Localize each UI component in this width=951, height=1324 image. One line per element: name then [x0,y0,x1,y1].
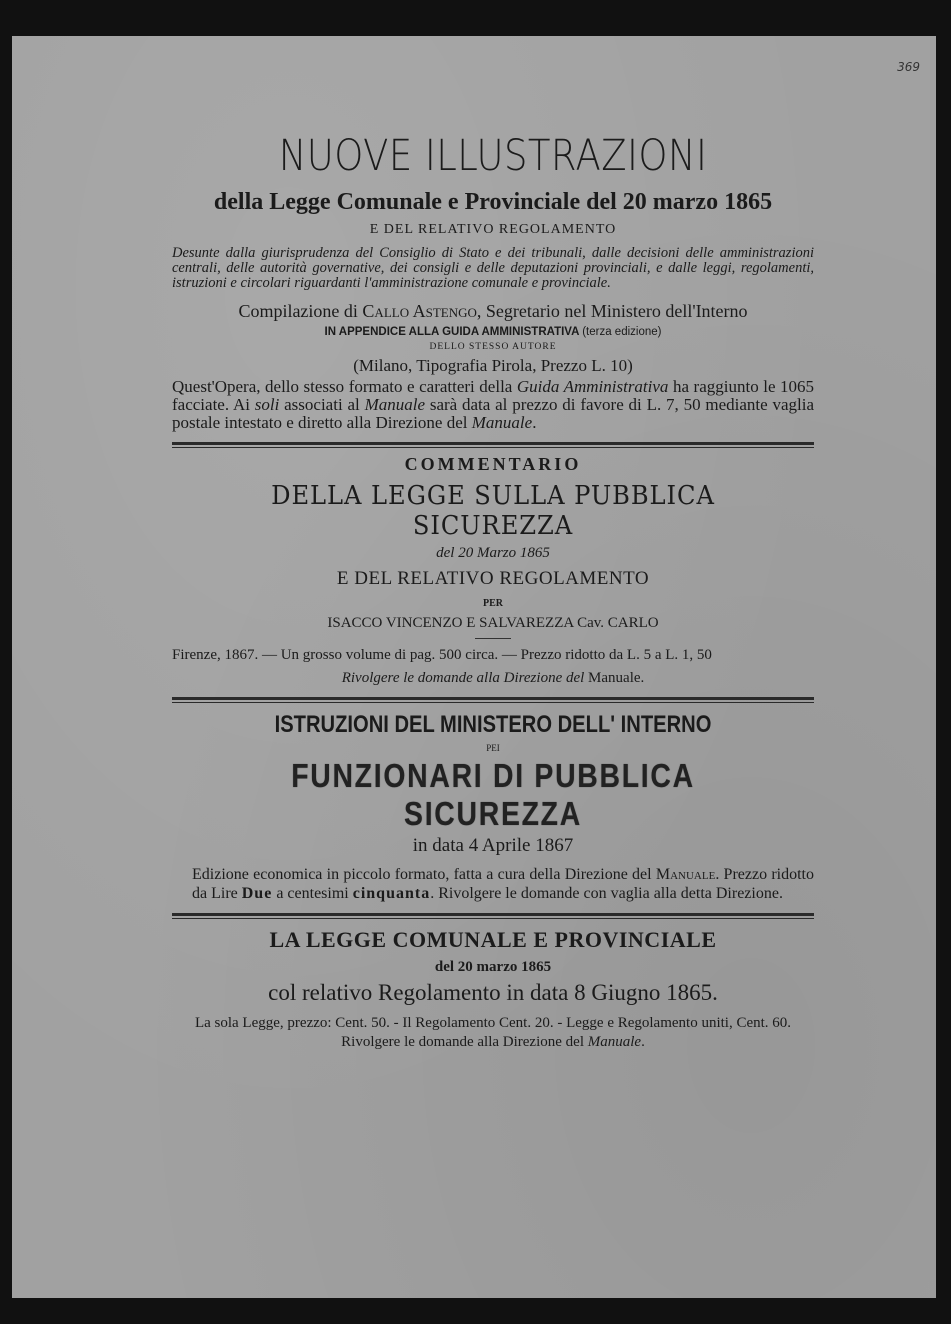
ad3-date: in data 4 Aprile 1867 [412,835,574,856]
ad3-title: FUNZIONARI DI PUBBLICA SICUREZZA [291,757,695,832]
scan-border-bottom [0,1298,951,1324]
divider-thin [172,702,814,703]
ad2-instruction [172,670,814,687]
ad1-publisher: (Milano, Tipografia Pirola, Prezzo L. 10) [353,356,633,375]
ad2-publication: Firenze, 1867. — Un grosso volume di pag. 500 circa. — Prezzo ridotto da L. 5 a L. 1, 50 [172,647,712,663]
ad1-appendix-text: IN APPENDICE ALLA GUIDA AMMINISTRATIVA [324,326,579,338]
divider [172,697,814,700]
ad2-date: del 20 Marzo 1865 [436,545,550,561]
ad4-body-end: . [641,1034,645,1050]
ad-legge-comunale [172,927,814,1052]
ad3-body-due: Due [241,885,273,902]
ad4-date: del 20 marzo 1865 [434,959,552,975]
ad3-pei: PEI [486,743,500,753]
ad4-body-a: La sola Legge, prezzo: Cent. 50. - Il Regolamento Cent. 20. - Legge e Regolamento uniti, Cent. 60. Rivolgere le domande alla Direzione del [194,1015,792,1050]
ad1-compilation-author: Callo Astengo [362,301,477,321]
ad1-same-author: DELLO STESSO AUTORE [429,342,557,352]
divider-thin [172,918,814,919]
ad1-title: NUOVE ILLUSTRAZIONI [278,131,708,181]
ad4-body [172,1014,814,1052]
ad4-subtitle: col relativo Regolamento in data 8 Giugno 1865. [268,980,718,1005]
ad1-body-manuale1: Manuale [364,395,426,414]
ad4-body-manuale: Manuale [587,1034,642,1050]
ad1-body-end: . [532,413,537,432]
ad1-body-d: sarà data al prezzo di favore di L. 7, 50 mediante vaglia postale intestato e diretto alla Direzione del [172,395,815,432]
ad1-body-c: associati al [284,395,360,414]
ad2-instruction-text: Rivolgere le domande alla Direzione del [341,670,585,686]
divider-thin [172,447,814,448]
ad-nuove-illustrazioni [172,132,814,432]
ad1-subtitle2: E DEL RELATIVO REGOLAMENTO [369,222,617,237]
ad2-subtitle: E DEL RELATIVO REGOLAMENTO [336,568,650,589]
ad3-body [172,865,814,903]
ad1-description: Desunte dalla giurisprudenza del Consiglio di Stato e dei tribunali, dalle decisioni delle amministrazioni centrali, delle autorità governative, dei consigli e delle deputazioni provinciali, e dalle leggi, regolamenti, istruzioni e circolari riguardanti l'amministrazione comunale e provinciale. [172,245,814,291]
ad3-body-cinquanta: cinquanta [352,885,431,902]
ad1-compilation-suffix: , Segretario nel Ministero dell'Interno [476,301,748,321]
divider [172,913,814,916]
page-number: 369 [897,60,920,74]
divider [172,442,814,445]
ad1-body-guide: Guida Amministrativa [516,377,669,396]
ad3-body-manuale: Manuale [655,866,716,883]
ad2-per: PER [483,598,503,609]
ad1-compilation-prefix: Compilazione di [238,301,358,321]
ad1-body-manuale2: Manuale [471,413,533,432]
ad2-authors: ISACCO VINCENZO E SALVAREZZA Cav. CARLO [327,615,659,631]
ad1-compilation [172,301,814,322]
ad3-body-b: . Prezzo ridotto da Lire [192,866,815,902]
scanned-page [12,36,936,1298]
short-divider [475,638,511,639]
ad3-body-c: a centesimi [276,885,349,902]
ad1-edition: (terza edizione) [582,326,662,338]
ad3-body-d: . Rivolgere le domande con vaglia alla detta Direzione. [430,885,783,902]
ad1-body-b: ha raggiunto le 1065 facciate. Ai [172,377,815,414]
ad1-body-soli: soli [254,395,280,414]
ad3-heading: ISTRUZIONI DEL MINISTERO DELL' INTERNO [274,711,712,738]
ad1-body-a: Quest'Opera, dello stesso formato e caratteri della [172,377,513,396]
ad1-body [172,378,814,432]
ad2-instruction-manual: Manuale. [588,670,645,686]
ad-istruzioni [172,711,814,903]
ad3-body-a: Edizione economica in piccolo formato, fatta a cura della Direzione del [192,866,652,883]
ad-commentario [172,454,814,687]
ad2-title: DELLA LEGGE SULLA PUBBLICA SICUREZZA [271,481,715,541]
ad4-title: LA LEGGE COMUNALE E PROVINCIALE [269,927,717,952]
ad2-heading: COMMENTARIO [404,454,582,474]
ad1-subtitle: della Legge Comunale e Provinciale del 20 marzo 1865 [213,189,773,215]
scan-border-right [936,0,951,1324]
ad1-appendix [172,326,814,338]
page-content [172,132,814,1052]
